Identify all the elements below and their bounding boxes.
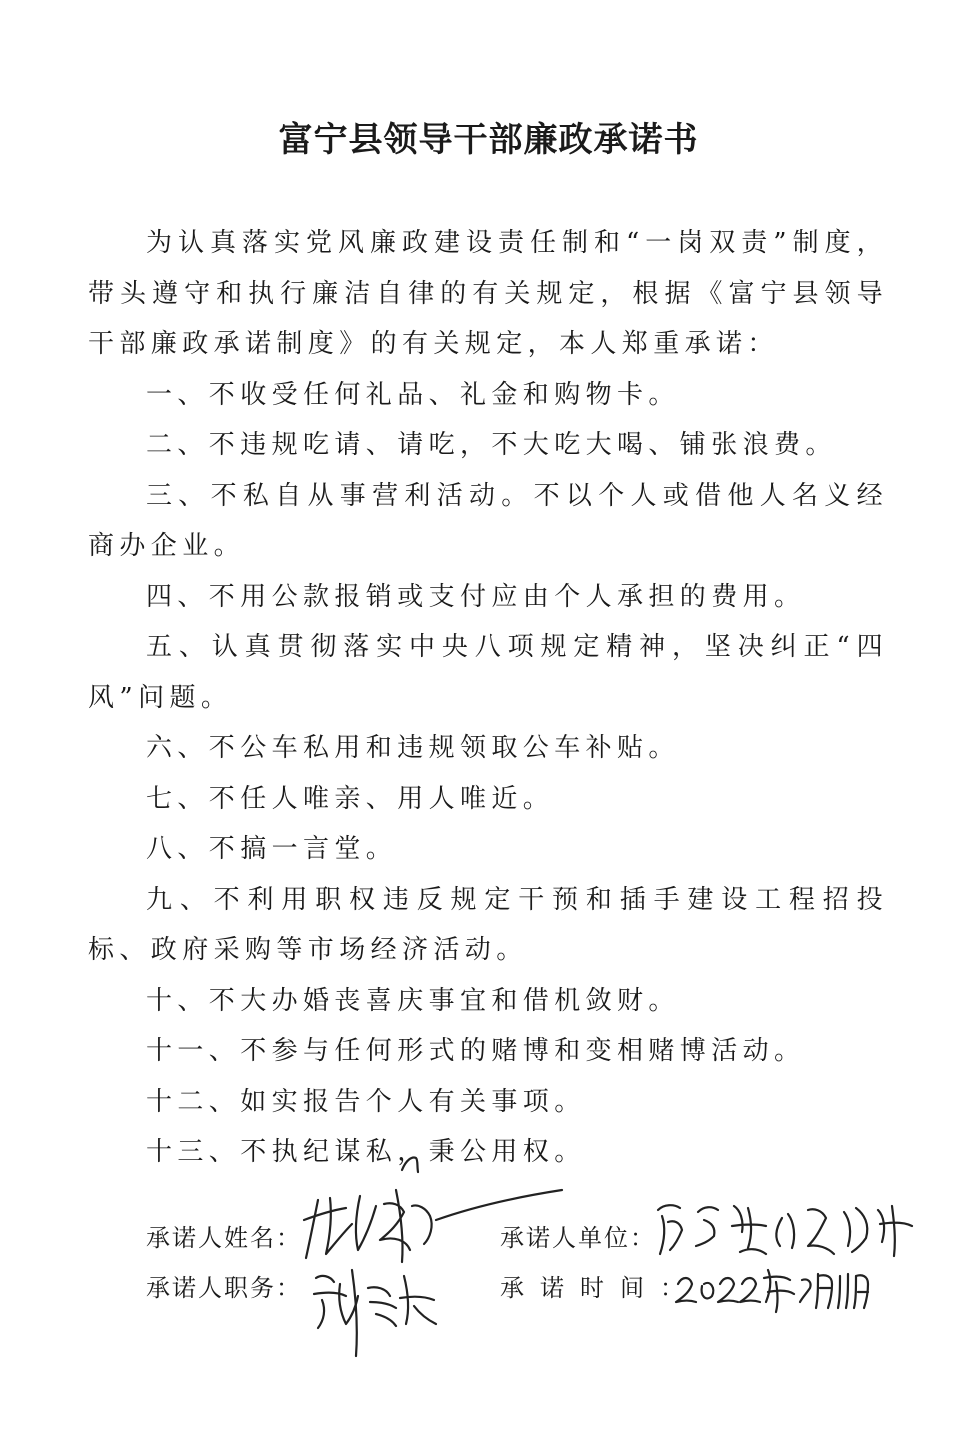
document-title: 富宁县领导干部廉政承诺书 <box>278 120 699 160</box>
handwritten-date-signature <box>672 1254 872 1314</box>
pledge-item-3: 三、不私自从事营利活动。不以个人或借他人名义经商办企业。 <box>88 480 888 561</box>
pledge-item-5: 五、认真贯彻落实中央八项规定精神，坚决纠正“四风”问题。 <box>88 632 888 713</box>
pledge-item-10: 十、不大办婚丧喜庆事宜和借机敛财。 <box>146 985 680 1016</box>
pledge-item-4: 四、不用公款报销或支付应由个人承担的费用。 <box>146 581 806 612</box>
signing-time-label: 承诺时间： <box>500 1274 700 1302</box>
signer-position-label: 承诺人职务： <box>146 1274 302 1302</box>
pledge-item-7: 七、不任人唯亲、用人唯近。 <box>146 783 555 814</box>
signer-unit-label: 承诺人单位： <box>500 1224 656 1252</box>
pledge-item-11: 十一、不参与任何形式的赌博和变相赌博活动。 <box>146 1036 806 1066</box>
pledge-item-13: 十三、不执纪谋私，秉公用权。 <box>146 1137 586 1167</box>
pledge-item-8: 八、不搞一言堂。 <box>146 834 398 864</box>
pledge-item-6: 六、不公车私用和违规领取公车补贴。 <box>146 733 680 763</box>
pledge-item-9: 九、不利用职权违反规定干预和插手建设工程招投标、政府采购等市场经济活动。 <box>88 884 888 965</box>
handwritten-unit-signature <box>648 1192 918 1262</box>
pledge-item-12: 十二、如实报告个人有关事项。 <box>146 1086 586 1117</box>
signer-name-label: 承诺人姓名： <box>146 1224 302 1252</box>
pledge-item-1: 一、不收受任何礼品、礼金和购物卡。 <box>146 379 680 410</box>
intro-paragraph: 为认真落实党风廉政建设责任制和“一岗双责”制度，带头遵守和执行廉洁自律的有关规定，根据《富宁县领导干部廉政承诺制度》的有关规定，本人郑重承诺： <box>88 228 888 359</box>
handwritten-position-signature <box>296 1258 446 1358</box>
handwritten-name-signature <box>300 1180 570 1270</box>
pledge-item-2: 二、不违规吃请、请吃，不大吃大喝、铺张浪费。 <box>146 430 837 460</box>
